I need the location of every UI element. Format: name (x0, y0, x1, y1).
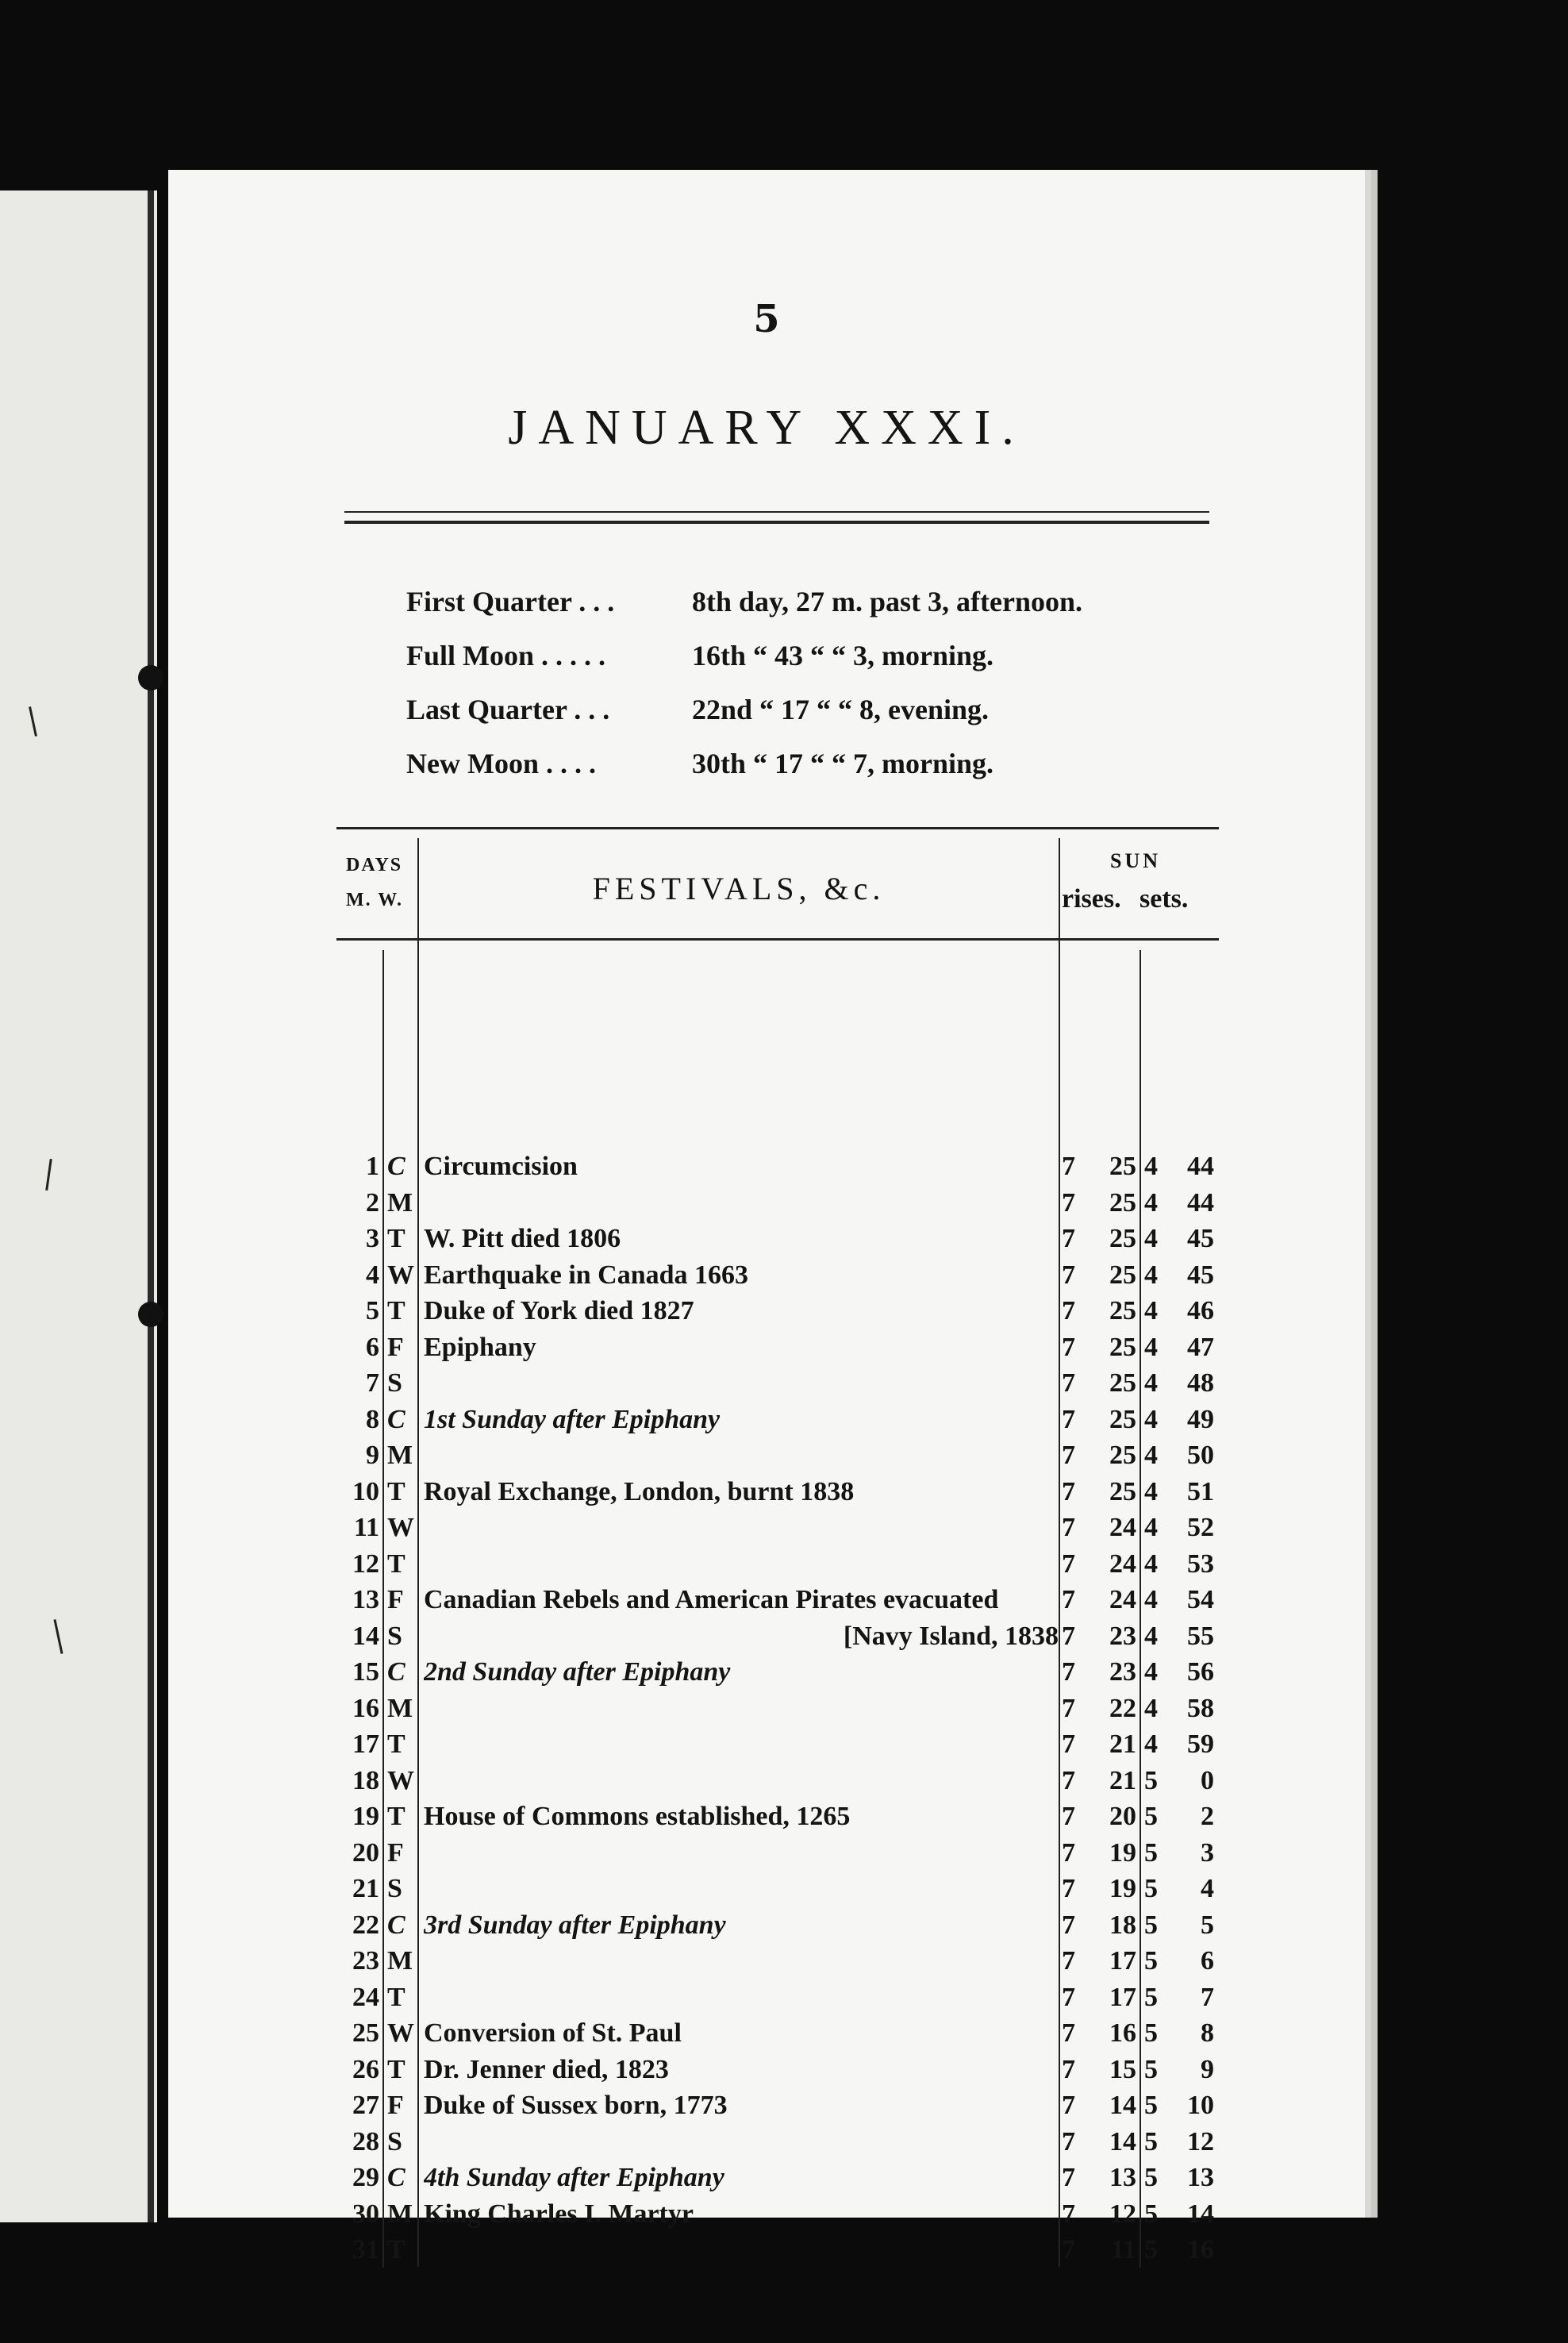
table-row (336, 1691, 1225, 1727)
sunrise-hour: 7 (1062, 1765, 1075, 1795)
festival-text: King Charles I. Martyr (424, 2199, 694, 2229)
calendar-table (336, 827, 1225, 2272)
table-row (336, 1185, 1225, 1222)
day-number: 10 (352, 1476, 379, 1506)
sunrise-hour: 7 (1062, 2199, 1075, 2229)
festival-text: [Navy Island, 1838 (843, 1621, 1059, 1651)
page-number: 5 (753, 297, 780, 341)
moon-phase-name: Last Quarter . . . (406, 694, 610, 725)
weekday-letter: M (387, 1693, 413, 1723)
table-row (336, 1402, 1225, 1438)
sunrise-minute: 11 (1110, 2235, 1136, 2264)
table-row (336, 2124, 1225, 2160)
day-number: 4 (366, 1260, 379, 1290)
sunset-minute: 55 (1187, 1621, 1214, 1651)
sunrise-hour: 7 (1062, 2054, 1075, 2084)
sunrise-hour: 7 (1062, 1441, 1075, 1470)
table-row (336, 1654, 1225, 1691)
sunset-hour: 5 (1144, 1837, 1158, 1868)
table-row (336, 1763, 1225, 1799)
sunrise-minute: 19 (1109, 1837, 1136, 1868)
moon-phase-row (406, 575, 1359, 629)
festival-text: Epiphany (424, 1332, 536, 1362)
weekday-letter: C (387, 1910, 405, 1940)
day-number: 3 (366, 1224, 379, 1253)
sunrise-hour: 7 (1062, 2018, 1075, 2048)
sunset-minute: 44 (1187, 1152, 1214, 1181)
festival-text: Dr. Jenner died, 1823 (424, 2054, 669, 2084)
sets-header: sets. (1139, 884, 1189, 914)
weekday-letter: C (387, 1657, 405, 1687)
weekday-letter: T (387, 1982, 405, 2012)
sunset-hour: 4 (1144, 1585, 1158, 1614)
table-row (336, 2015, 1225, 2052)
sunrise-minute: 25 (1109, 1441, 1136, 1470)
weekday-letter: W (387, 2018, 414, 2048)
moon-phase-row (406, 683, 1359, 737)
sunrise-hour: 7 (1062, 1224, 1075, 1253)
sunrise-minute: 25 (1109, 1296, 1136, 1325)
sunset-minute: 45 (1187, 1260, 1214, 1290)
title-divider (344, 511, 1209, 524)
sunset-hour: 4 (1144, 1549, 1158, 1579)
sunset-hour: 5 (1144, 1802, 1158, 1831)
sunrise-minute: 25 (1109, 1476, 1136, 1506)
sunrise-minute: 25 (1109, 1187, 1136, 1218)
day-number: 25 (352, 2018, 379, 2048)
weekday-letter: T (387, 1729, 405, 1759)
day-number: 27 (352, 2091, 379, 2120)
festival-text: Duke of Sussex born, 1773 (424, 2091, 728, 2120)
table-row (336, 1365, 1225, 1402)
sunset-hour: 5 (1144, 1910, 1158, 1940)
sunrise-minute: 12 (1109, 2199, 1136, 2229)
moon-phase-detail: 22nd “ 17 “ “ 8, evening. (692, 694, 990, 725)
sunrise-minute: 21 (1109, 1765, 1136, 1795)
sunrise-minute: 16 (1109, 2018, 1136, 2048)
weekday-letter: T (387, 1802, 405, 1831)
table-row (336, 1726, 1225, 1763)
day-number: 17 (352, 1729, 379, 1759)
sunrise-minute: 14 (1109, 2126, 1136, 2156)
weekday-letter: F (387, 1332, 404, 1362)
day-number: 16 (352, 1693, 379, 1723)
festival-text: Earthquake in Canada 1663 (424, 1260, 749, 1290)
sunset-hour: 5 (1144, 1765, 1158, 1795)
sunset-minute: 45 (1187, 1224, 1214, 1253)
mw-label: M. W. (346, 890, 404, 910)
sunset-minute: 56 (1187, 1657, 1214, 1687)
sunset-minute: 5 (1201, 1910, 1214, 1940)
sunrise-minute: 24 (1109, 1549, 1136, 1579)
day-number: 24 (352, 1982, 379, 2012)
days-label: DAYS (346, 855, 403, 875)
sunset-minute: 54 (1187, 1585, 1214, 1614)
moon-phase-detail: 30th “ 17 “ “ 7, morning. (692, 748, 994, 779)
weekday-letter: T (387, 2235, 405, 2264)
weekday-letter: M (387, 1187, 413, 1218)
sunrise-hour: 7 (1062, 1476, 1075, 1506)
day-number: 29 (352, 2163, 379, 2192)
table-header-rule (336, 938, 1219, 941)
sunrise-hour: 7 (1062, 1368, 1075, 1398)
weekday-letter: T (387, 1224, 405, 1253)
table-row (336, 1148, 1225, 1185)
sunrise-hour: 7 (1062, 1296, 1075, 1325)
sunrise-hour: 7 (1062, 1621, 1075, 1651)
weekday-letter: C (387, 1152, 405, 1181)
day-number: 20 (352, 1837, 379, 1868)
sunrise-hour: 7 (1062, 1657, 1075, 1687)
weekday-letter: F (387, 1585, 404, 1614)
sunset-minute: 47 (1187, 1332, 1214, 1362)
sunrise-minute: 20 (1109, 1802, 1136, 1831)
sunset-hour: 4 (1144, 1260, 1158, 1290)
sunrise-minute: 21 (1109, 1729, 1136, 1759)
sunset-minute: 6 (1201, 1946, 1214, 1976)
binding-stitch (138, 665, 163, 691)
binding-stitch (138, 1302, 163, 1327)
weekday-letter: S (387, 1621, 402, 1651)
sunrise-minute: 25 (1109, 1152, 1136, 1181)
moon-phase-row (406, 629, 1359, 683)
sunset-minute: 50 (1187, 1441, 1214, 1470)
table-row (336, 1907, 1225, 1944)
moon-phases (406, 575, 1359, 791)
book-spine (148, 190, 154, 2222)
festival-text: 3rd Sunday after Epiphany (424, 1910, 726, 1940)
day-number: 13 (352, 1585, 379, 1614)
sunrise-hour: 7 (1062, 1693, 1075, 1723)
sunset-hour: 4 (1144, 1296, 1158, 1325)
weekday-letter: T (387, 2054, 405, 2084)
sunset-hour: 4 (1144, 1513, 1158, 1542)
weekday-letter: C (387, 1404, 405, 1434)
sunrise-hour: 7 (1062, 2163, 1075, 2192)
day-number: 8 (366, 1404, 379, 1434)
table-row (336, 1329, 1225, 1366)
rises-header: rises. (1062, 884, 1121, 914)
sunset-minute: 2 (1201, 1802, 1214, 1831)
weekday-letter: T (387, 1296, 405, 1325)
page-title: JANUARY XXXI. (508, 401, 1025, 455)
sunset-hour: 4 (1144, 1441, 1158, 1470)
day-number: 18 (352, 1765, 379, 1795)
sunset-minute: 0 (1201, 1765, 1214, 1795)
table-row (336, 2160, 1225, 2196)
sunrise-hour: 7 (1062, 1404, 1075, 1434)
almanac-page (168, 170, 1365, 2264)
table-row (336, 1437, 1225, 1474)
sunset-hour: 4 (1144, 1224, 1158, 1253)
day-number: 5 (366, 1296, 379, 1325)
festival-text: Royal Exchange, London, burnt 1838 (424, 1476, 855, 1506)
sunrise-hour: 7 (1062, 1332, 1075, 1362)
sunrise-minute: 13 (1109, 2163, 1136, 2192)
festival-text: 4th Sunday after Epiphany (424, 2163, 724, 2192)
festivals-header: FESTIVALS, &c. (592, 871, 886, 906)
day-number: 15 (352, 1657, 379, 1687)
sunset-minute: 16 (1187, 2235, 1214, 2264)
day-number: 22 (352, 1910, 379, 1940)
weekday-letter: F (387, 1837, 404, 1868)
sunset-minute: 48 (1187, 1368, 1214, 1398)
sunset-minute: 14 (1187, 2199, 1214, 2229)
sunset-hour: 4 (1144, 1332, 1158, 1362)
sunrise-hour: 7 (1062, 2126, 1075, 2156)
sunrise-minute: 18 (1109, 1910, 1136, 1940)
sunset-minute: 13 (1187, 2163, 1214, 2192)
table-row (336, 1257, 1225, 1294)
sunset-hour: 5 (1144, 1874, 1158, 1903)
sunrise-minute: 22 (1109, 1693, 1136, 1723)
sunrise-minute: 17 (1109, 1946, 1136, 1976)
sunset-hour: 4 (1144, 1621, 1158, 1651)
weekday-letter: S (387, 2126, 402, 2156)
sunset-hour: 5 (1144, 2235, 1158, 2264)
moon-phase-name: Full Moon . . . . . (406, 640, 606, 671)
day-number: 14 (352, 1621, 379, 1651)
table-row (336, 2196, 1225, 2233)
sunset-minute: 9 (1201, 2054, 1214, 2084)
days-header (346, 848, 417, 918)
table-row (336, 1582, 1225, 1618)
day-number: 23 (352, 1946, 379, 1976)
festival-text: House of Commons established, 1265 (424, 1802, 851, 1831)
sunrise-minute: 15 (1109, 2054, 1136, 2084)
weekday-letter: S (387, 1874, 402, 1903)
table-row (336, 2052, 1225, 2088)
sunset-hour: 5 (1144, 1982, 1158, 2012)
sunrise-minute: 25 (1109, 1404, 1136, 1434)
sunrise-minute: 19 (1109, 1874, 1136, 1903)
table-row (336, 2087, 1225, 2124)
table-row (336, 2232, 1225, 2268)
sunset-minute: 52 (1187, 1513, 1214, 1542)
table-row (336, 1799, 1225, 1835)
festival-text: 2nd Sunday after Epiphany (424, 1657, 731, 1687)
sunset-hour: 4 (1144, 1152, 1158, 1181)
day-number: 31 (352, 2235, 379, 2264)
sunset-minute: 53 (1187, 1549, 1214, 1579)
day-number: 19 (352, 1802, 379, 1831)
sunset-minute: 8 (1201, 2018, 1214, 2048)
moon-phase-name: First Quarter . . . (406, 586, 615, 617)
sunset-hour: 4 (1144, 1476, 1158, 1506)
table-row (336, 1221, 1225, 1257)
sunset-minute: 3 (1201, 1837, 1214, 1868)
table-row (336, 1546, 1225, 1583)
moon-phase-detail: 16th “ 43 “ “ 3, morning. (692, 640, 994, 671)
festival-text: W. Pitt died 1806 (424, 1224, 621, 1253)
table-row (336, 1474, 1225, 1510)
moon-phase-name: New Moon . . . . (406, 748, 596, 779)
table-row (336, 1979, 1225, 2016)
sunset-hour: 5 (1144, 2199, 1158, 2229)
festival-text: Conversion of St. Paul (424, 2018, 682, 2048)
weekday-letter: M (387, 1946, 413, 1976)
sunrise-minute: 23 (1109, 1621, 1136, 1651)
sunset-hour: 4 (1144, 1404, 1158, 1434)
table-row (336, 1871, 1225, 1907)
sunrise-minute: 25 (1109, 1260, 1136, 1290)
day-number: 26 (352, 2054, 379, 2084)
weekday-letter: W (387, 1260, 414, 1290)
table-row (336, 1293, 1225, 1329)
festival-text: Canadian Rebels and American Pirates evacuated (424, 1585, 999, 1614)
day-number: 6 (366, 1332, 379, 1362)
left-page-mark (45, 1159, 52, 1191)
sunset-minute: 4 (1201, 1874, 1214, 1903)
sunrise-hour: 7 (1062, 1549, 1075, 1579)
weekday-letter: W (387, 1765, 414, 1795)
sunrise-minute: 17 (1109, 1982, 1136, 2012)
sunrise-hour: 7 (1062, 2235, 1075, 2264)
weekday-letter: M (387, 1441, 413, 1470)
moon-phase-detail: 8th day, 27 m. past 3, afternoon. (692, 586, 1083, 617)
festival-text: Duke of York died 1827 (424, 1296, 694, 1325)
sunrise-hour: 7 (1062, 1152, 1075, 1181)
sunset-minute: 7 (1201, 1982, 1214, 2012)
sunset-hour: 5 (1144, 2126, 1158, 2156)
table-row (336, 1510, 1225, 1546)
day-number: 2 (366, 1187, 379, 1218)
sunrise-minute: 14 (1109, 2091, 1136, 2120)
sunset-hour: 4 (1144, 1729, 1158, 1759)
moon-phase-row (406, 737, 1359, 791)
sunset-hour: 5 (1144, 1946, 1158, 1976)
sunrise-hour: 7 (1062, 1946, 1075, 1976)
sunrise-hour: 7 (1062, 1585, 1075, 1614)
sunrise-hour: 7 (1062, 1513, 1075, 1542)
sunset-hour: 4 (1144, 1693, 1158, 1723)
sunrise-minute: 23 (1109, 1657, 1136, 1687)
sunset-hour: 4 (1144, 1368, 1158, 1398)
sunrise-hour: 7 (1062, 1837, 1075, 1868)
sunrise-hour: 7 (1062, 1729, 1075, 1759)
weekday-letter: T (387, 1549, 405, 1579)
table-rows (336, 1148, 1225, 2268)
sunset-minute: 58 (1187, 1693, 1214, 1723)
weekday-letter: F (387, 2091, 404, 2120)
sunset-hour: 5 (1144, 2091, 1158, 2120)
day-number: 11 (353, 1513, 379, 1542)
sunrise-minute: 25 (1109, 1224, 1136, 1253)
sunset-minute: 51 (1187, 1476, 1214, 1506)
sunrise-minute: 25 (1109, 1368, 1136, 1398)
sunset-hour: 5 (1144, 2054, 1158, 2084)
day-number: 30 (352, 2199, 379, 2229)
day-number: 7 (366, 1368, 379, 1398)
sunset-minute: 44 (1187, 1187, 1214, 1218)
day-number: 1 (366, 1152, 379, 1181)
sunset-minute: 49 (1187, 1404, 1214, 1434)
sun-header: SUN (1109, 849, 1161, 872)
weekday-letter: T (387, 1476, 405, 1506)
day-number: 21 (352, 1874, 379, 1903)
sunset-minute: 12 (1187, 2126, 1214, 2156)
sunrise-hour: 7 (1062, 1260, 1075, 1290)
left-page-mark (53, 1619, 63, 1654)
sunrise-hour: 7 (1062, 1982, 1075, 2012)
weekday-letter: M (387, 2199, 413, 2229)
left-page-mark (29, 706, 37, 737)
sunset-minute: 46 (1187, 1296, 1214, 1325)
sunrise-minute: 24 (1109, 1585, 1136, 1614)
sunrise-hour: 7 (1062, 1910, 1075, 1940)
festival-text: Circumcision (424, 1152, 578, 1181)
sunset-hour: 5 (1144, 2163, 1158, 2192)
sunrise-hour: 7 (1062, 1187, 1075, 1218)
day-number: 28 (352, 2126, 379, 2156)
sunrise-minute: 24 (1109, 1513, 1136, 1542)
table-row (336, 1618, 1225, 1655)
weekday-letter: C (387, 2163, 405, 2192)
festival-text: 1st Sunday after Epiphany (424, 1404, 721, 1434)
table-row (336, 1835, 1225, 1872)
sunrise-hour: 7 (1062, 1802, 1075, 1831)
left-page-edge (0, 190, 157, 2222)
sunset-hour: 5 (1144, 2018, 1158, 2048)
sunset-minute: 10 (1187, 2091, 1214, 2120)
day-number: 12 (352, 1549, 379, 1579)
sunset-hour: 4 (1144, 1187, 1158, 1218)
weekday-letter: S (387, 1368, 402, 1398)
sunrise-hour: 7 (1062, 1874, 1075, 1903)
sunset-hour: 4 (1144, 1657, 1158, 1687)
sunrise-minute: 25 (1109, 1332, 1136, 1362)
table-top-rule (336, 827, 1219, 829)
day-number: 9 (366, 1441, 379, 1470)
sunrise-hour: 7 (1062, 2091, 1075, 2120)
weekday-letter: W (387, 1513, 414, 1542)
table-row (336, 1943, 1225, 1979)
sunset-minute: 59 (1187, 1729, 1214, 1759)
